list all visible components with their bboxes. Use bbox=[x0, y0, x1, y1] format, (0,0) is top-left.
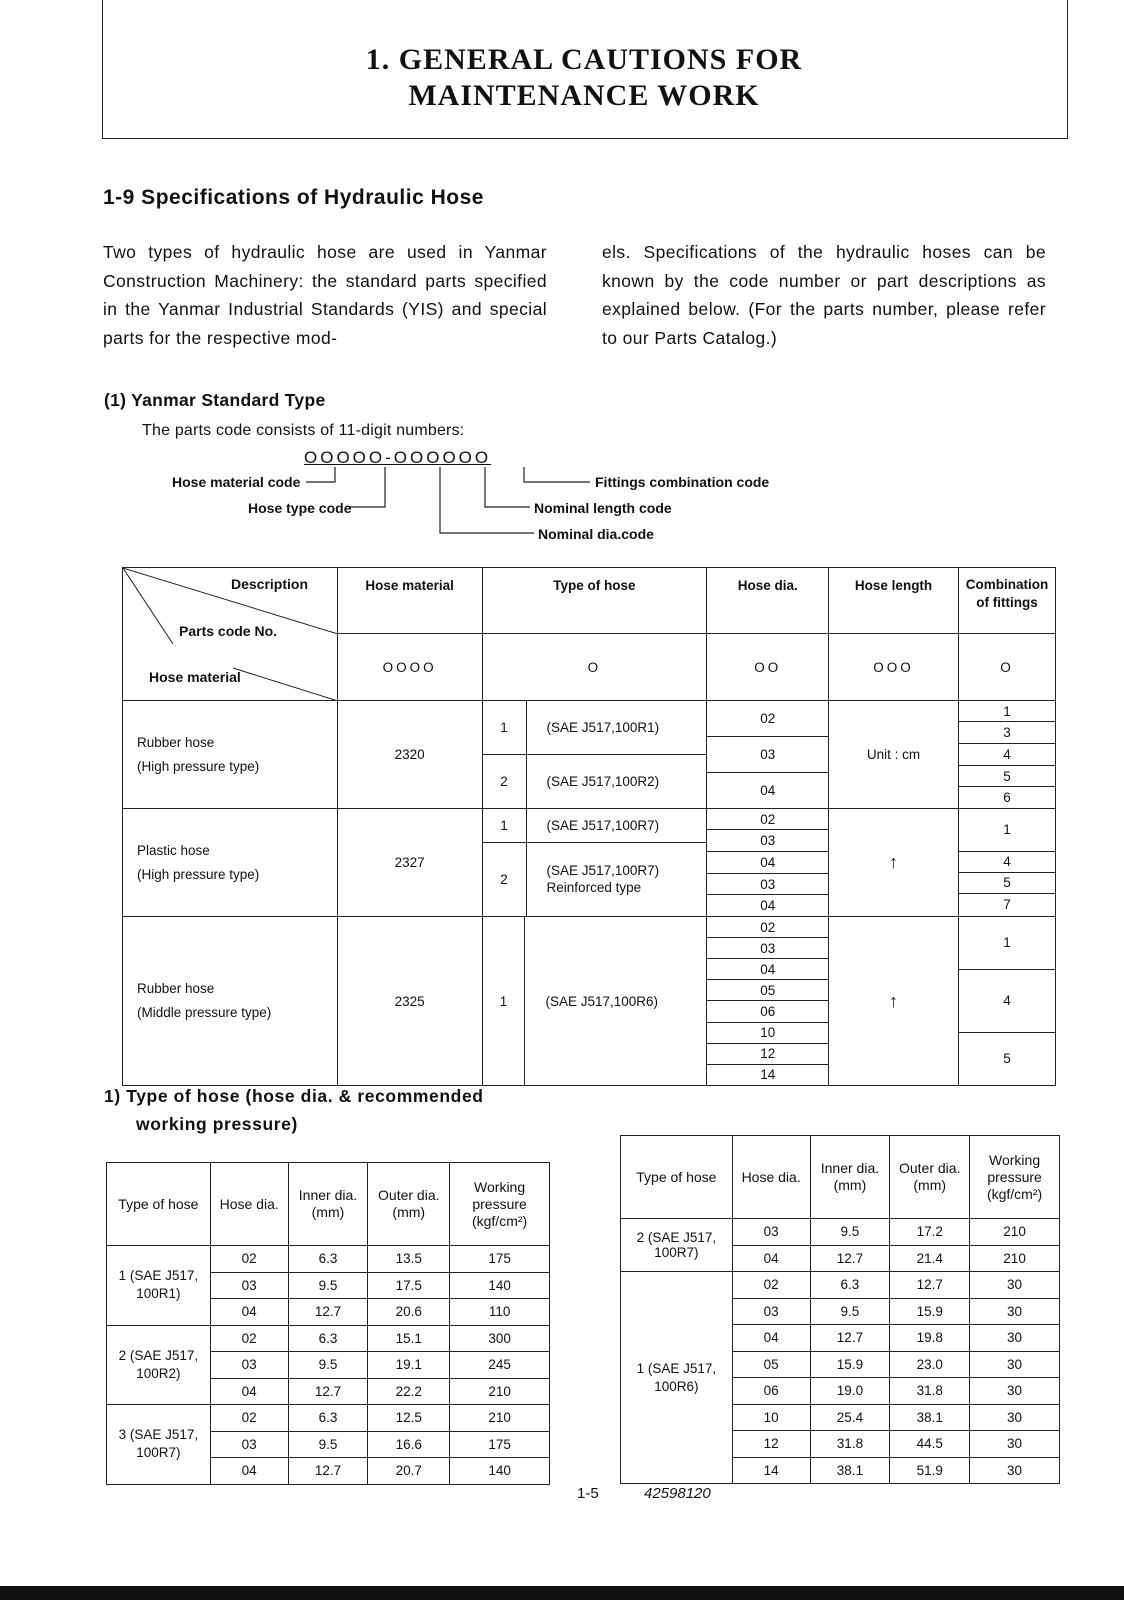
group-dias bbox=[707, 701, 829, 809]
cell-dia: 02 bbox=[210, 1325, 288, 1352]
header-type-of-hose: Type of hose bbox=[482, 568, 707, 634]
group-name-line-1: Plastic hose bbox=[137, 842, 210, 858]
cell-dia: 04 bbox=[210, 1458, 288, 1485]
type-num: 1 bbox=[482, 917, 525, 1086]
cell-outer: 19.1 bbox=[368, 1352, 450, 1379]
cell-dia: 04 bbox=[210, 1378, 288, 1405]
cell-dia: 10 bbox=[732, 1404, 810, 1431]
code-material: OOOO bbox=[337, 634, 482, 701]
cell-pressure: 245 bbox=[450, 1352, 550, 1379]
cell-pressure: 30 bbox=[970, 1298, 1060, 1325]
cell-outer: 12.5 bbox=[368, 1405, 450, 1432]
header-type: Type of hose bbox=[107, 1163, 211, 1246]
cell-pressure: 30 bbox=[970, 1351, 1060, 1378]
cell-inner: 12.7 bbox=[810, 1245, 890, 1272]
type-desc-line-2: Reinforced type bbox=[546, 880, 642, 896]
cell-pressure: 30 bbox=[970, 1457, 1060, 1484]
dia-value: 04 bbox=[760, 783, 776, 799]
label-fittings-code: Fittings combination code bbox=[595, 474, 770, 490]
cell-pressure: 210 bbox=[450, 1405, 550, 1432]
group-name-line-2: (Middle pressure type) bbox=[137, 1005, 272, 1020]
header-inner: Inner dia. (mm) bbox=[288, 1163, 368, 1246]
header-combination: Combination of fittings bbox=[958, 568, 1055, 634]
cell-pressure: 30 bbox=[970, 1272, 1060, 1299]
dia-value: 04 bbox=[707, 959, 828, 980]
fitting-value: 4 bbox=[959, 969, 1055, 1032]
header-hose-dia: Hose dia. bbox=[707, 568, 829, 634]
document-number: 42598120 bbox=[644, 1485, 711, 1502]
cell-dia: 04 bbox=[732, 1325, 810, 1352]
cell-inner: 25.4 bbox=[810, 1404, 890, 1431]
fitting-value: 3 bbox=[959, 722, 1055, 744]
type-desc bbox=[526, 842, 706, 916]
group-fittings bbox=[958, 917, 1055, 1086]
cell-pressure: 140 bbox=[450, 1458, 550, 1485]
cell-inner: 6.3 bbox=[288, 1325, 368, 1352]
group-types bbox=[482, 809, 707, 917]
cell-dia: 12 bbox=[732, 1431, 810, 1458]
fitting-value: 6 bbox=[1003, 790, 1011, 806]
label-nominal-length-code: Nominal length code bbox=[534, 500, 672, 516]
type-cell: 1 (SAE J517, 100R6) bbox=[621, 1272, 733, 1484]
group-name bbox=[123, 917, 338, 1086]
header-working: Working pressure (kgf/cm²) bbox=[450, 1163, 550, 1246]
cell-dia: 14 bbox=[732, 1457, 810, 1484]
cell-outer: 12.7 bbox=[890, 1272, 970, 1299]
pressure-table-left bbox=[106, 1162, 550, 1485]
cell-dia: 02 bbox=[210, 1246, 288, 1273]
cell-inner: 9.5 bbox=[810, 1219, 890, 1246]
header-dia: Hose dia. bbox=[732, 1136, 810, 1219]
fitting-value: 4 bbox=[959, 851, 1055, 872]
code-length: OOO bbox=[829, 634, 959, 701]
dia-value: 05 bbox=[707, 980, 828, 1001]
code-fittings: O bbox=[958, 634, 1055, 701]
cell-inner: 12.7 bbox=[810, 1325, 890, 1352]
type-cell: 2 (SAE J517, 100R7) bbox=[621, 1219, 733, 1272]
type-cell: 3 (SAE J517, 100R7) bbox=[107, 1405, 211, 1485]
header-inner: Inner dia. (mm) bbox=[810, 1136, 890, 1219]
cell-inner: 9.5 bbox=[288, 1272, 368, 1299]
dia-value: 04 bbox=[707, 852, 828, 874]
corner-cell bbox=[123, 568, 338, 701]
type-desc: (SAE J517,100R2) bbox=[546, 774, 660, 789]
title-line-2: MAINTENANCE WORK bbox=[408, 79, 760, 112]
fitting-value: 1 bbox=[959, 701, 1055, 722]
group-fittings bbox=[958, 809, 1055, 917]
parts-code-pattern: OOOOO-OOOOOO bbox=[304, 448, 492, 467]
code-dia: OO bbox=[707, 634, 829, 701]
corner-hose-material: Hose material bbox=[149, 669, 241, 685]
cell-outer: 15.9 bbox=[890, 1298, 970, 1325]
title-line-1: 1. GENERAL CAUTIONS FOR bbox=[365, 43, 803, 76]
cell-pressure: 30 bbox=[970, 1404, 1060, 1431]
dia-value: 06 bbox=[707, 1001, 828, 1022]
cell-dia: 05 bbox=[732, 1351, 810, 1378]
dia-value: 14 bbox=[760, 1067, 776, 1083]
group-types bbox=[482, 701, 707, 809]
cell-pressure: 30 bbox=[970, 1378, 1060, 1405]
cell-outer: 23.0 bbox=[890, 1351, 970, 1378]
type-num: 2 bbox=[483, 755, 527, 809]
type-num: 2 bbox=[483, 842, 527, 916]
fitting-value: 4 bbox=[959, 744, 1055, 766]
label-hose-type-code: Hose type code bbox=[248, 500, 352, 516]
cell-outer: 19.8 bbox=[890, 1325, 970, 1352]
dia-value: 10 bbox=[707, 1022, 828, 1043]
group-name-line-2: (High pressure type) bbox=[137, 866, 260, 882]
dia-value: 04 bbox=[760, 898, 776, 914]
type-heading-line-2: working pressure) bbox=[136, 1114, 298, 1134]
dia-value: 02 bbox=[707, 701, 828, 736]
group-length: ↑ bbox=[829, 809, 959, 917]
cell-pressure: 110 bbox=[450, 1299, 550, 1326]
group-name-line-2: (High pressure type) bbox=[137, 758, 260, 774]
fitting-value: 5 bbox=[959, 765, 1055, 787]
header-type: Type of hose bbox=[621, 1136, 733, 1219]
type-heading-line-1: 1) Type of hose (hose dia. & recommended bbox=[104, 1086, 484, 1106]
cell-pressure: 210 bbox=[450, 1378, 550, 1405]
cell-dia: 06 bbox=[732, 1378, 810, 1405]
pressure-table-right bbox=[620, 1135, 1060, 1484]
cell-dia: 03 bbox=[732, 1298, 810, 1325]
code-diagram-lines bbox=[0, 0, 1124, 560]
header-working: Working pressure (kgf/cm²) bbox=[970, 1136, 1060, 1219]
group-name-line-1: Rubber hose bbox=[137, 734, 215, 750]
cell-outer: 38.1 bbox=[890, 1404, 970, 1431]
cell-outer: 20.7 bbox=[368, 1458, 450, 1485]
type-cell: 1 (SAE J517, 100R1) bbox=[107, 1246, 211, 1326]
cell-outer: 22.2 bbox=[368, 1378, 450, 1405]
group-material: 2325 bbox=[337, 917, 482, 1086]
cell-pressure: 140 bbox=[450, 1272, 550, 1299]
header-hose-length: Hose length bbox=[829, 568, 959, 634]
cell-dia: 03 bbox=[210, 1352, 288, 1379]
dia-value: 12 bbox=[707, 1043, 828, 1064]
dia-value: 03 bbox=[707, 736, 828, 772]
cell-dia: 03 bbox=[210, 1431, 288, 1458]
cell-pressure: 300 bbox=[450, 1325, 550, 1352]
corner-parts-code: Parts code No. bbox=[179, 623, 278, 639]
cell-inner: 9.5 bbox=[810, 1298, 890, 1325]
fitting-value: 7 bbox=[1003, 897, 1011, 913]
group-name-line-1: Rubber hose bbox=[137, 981, 215, 996]
cell-inner: 31.8 bbox=[810, 1431, 890, 1458]
fitting-value: 5 bbox=[1003, 1051, 1011, 1067]
cell-pressure: 30 bbox=[970, 1325, 1060, 1352]
type-desc: (SAE J517,100R1) bbox=[526, 701, 706, 755]
dia-value: 03 bbox=[707, 873, 828, 895]
dia-value: 02 bbox=[707, 917, 828, 938]
cell-outer: 16.6 bbox=[368, 1431, 450, 1458]
group-material: 2320 bbox=[337, 701, 482, 809]
cell-inner: 38.1 bbox=[810, 1457, 890, 1484]
header-outer: Outer dia. (mm) bbox=[368, 1163, 450, 1246]
cell-pressure: 30 bbox=[970, 1431, 1060, 1458]
cell-dia: 03 bbox=[732, 1219, 810, 1246]
standard-type-heading: (1) Yanmar Standard Type bbox=[104, 390, 326, 410]
corner-description: Description bbox=[231, 576, 309, 592]
page-number: 1-5 bbox=[577, 1485, 599, 1502]
type-num: 1 bbox=[483, 701, 527, 755]
fitting-value: 1 bbox=[959, 917, 1055, 969]
intro-paragraph-right: els. Specifications of the hydraulic hoses can be known by the code number or part descriptions as explained below. (For the parts number, please refer to our Parts Catalog.) bbox=[602, 242, 1046, 348]
cell-inner: 15.9 bbox=[810, 1351, 890, 1378]
label-hose-material-code: Hose material code bbox=[172, 474, 301, 490]
header-hose-material: Hose material bbox=[337, 568, 482, 634]
type-desc: (SAE J517,100R7) bbox=[526, 809, 706, 842]
cell-outer: 20.6 bbox=[368, 1299, 450, 1326]
section-title: 1-9 Specifications of Hydraulic Hose bbox=[103, 186, 484, 209]
type-desc: (SAE J517,100R6) bbox=[525, 917, 707, 1086]
group-dias bbox=[707, 809, 829, 917]
parts-code-intro: The parts code consists of 11-digit numbers: bbox=[142, 422, 465, 439]
group-length: Unit : cm bbox=[829, 701, 959, 809]
label-nominal-dia-code: Nominal dia.code bbox=[538, 526, 654, 542]
cell-inner: 12.7 bbox=[288, 1299, 368, 1326]
cell-pressure: 175 bbox=[450, 1246, 550, 1273]
cell-outer: 17.5 bbox=[368, 1272, 450, 1299]
header-dia: Hose dia. bbox=[210, 1163, 288, 1246]
cell-dia: 02 bbox=[210, 1405, 288, 1432]
group-material: 2327 bbox=[337, 809, 482, 917]
cell-inner: 12.7 bbox=[288, 1378, 368, 1405]
cell-pressure: 210 bbox=[970, 1245, 1060, 1272]
header-outer: Outer dia. (mm) bbox=[890, 1136, 970, 1219]
group-name bbox=[123, 701, 338, 809]
cell-pressure: 175 bbox=[450, 1431, 550, 1458]
dia-value: 03 bbox=[707, 938, 828, 959]
cell-outer: 13.5 bbox=[368, 1246, 450, 1273]
group-length: ↑ bbox=[829, 917, 959, 1086]
type-of-hose-heading bbox=[104, 1082, 484, 1138]
cell-inner: 19.0 bbox=[810, 1378, 890, 1405]
group-fittings bbox=[958, 701, 1055, 809]
cell-pressure: 210 bbox=[970, 1219, 1060, 1246]
cell-outer: 21.4 bbox=[890, 1245, 970, 1272]
cell-dia: 04 bbox=[732, 1245, 810, 1272]
fitting-value: 5 bbox=[959, 872, 1055, 893]
cell-inner: 12.7 bbox=[288, 1458, 368, 1485]
cell-inner: 6.3 bbox=[288, 1246, 368, 1273]
cell-inner: 6.3 bbox=[810, 1272, 890, 1299]
dia-value: 03 bbox=[707, 830, 828, 852]
cell-inner: 9.5 bbox=[288, 1431, 368, 1458]
fitting-value: 1 bbox=[959, 809, 1055, 851]
cell-dia: 04 bbox=[210, 1299, 288, 1326]
group-dias bbox=[707, 917, 829, 1086]
dia-value: 02 bbox=[707, 809, 828, 830]
cell-dia: 03 bbox=[210, 1272, 288, 1299]
cell-outer: 44.5 bbox=[890, 1431, 970, 1458]
intro-paragraph-left: Two types of hydraulic hose are used in Yanmar Construction Machinery: the standard parts specified in the Yanmar Industrial Standards (YIS) and special parts for the respective mod- bbox=[103, 242, 547, 348]
cell-inner: 9.5 bbox=[288, 1352, 368, 1379]
cell-outer: 51.9 bbox=[890, 1457, 970, 1484]
type-num: 1 bbox=[483, 809, 527, 842]
cell-outer: 17.2 bbox=[890, 1219, 970, 1246]
cell-outer: 31.8 bbox=[890, 1378, 970, 1405]
type-desc-line-1: (SAE J517,100R7) bbox=[546, 863, 660, 879]
cell-inner: 6.3 bbox=[288, 1405, 368, 1432]
group-name bbox=[123, 809, 338, 917]
bottom-scan-edge bbox=[0, 1586, 1124, 1600]
spec-table bbox=[122, 567, 1056, 1086]
code-type: O bbox=[482, 634, 707, 701]
type-cell: 2 (SAE J517, 100R2) bbox=[107, 1325, 211, 1405]
cell-outer: 15.1 bbox=[368, 1325, 450, 1352]
cell-dia: 02 bbox=[732, 1272, 810, 1299]
